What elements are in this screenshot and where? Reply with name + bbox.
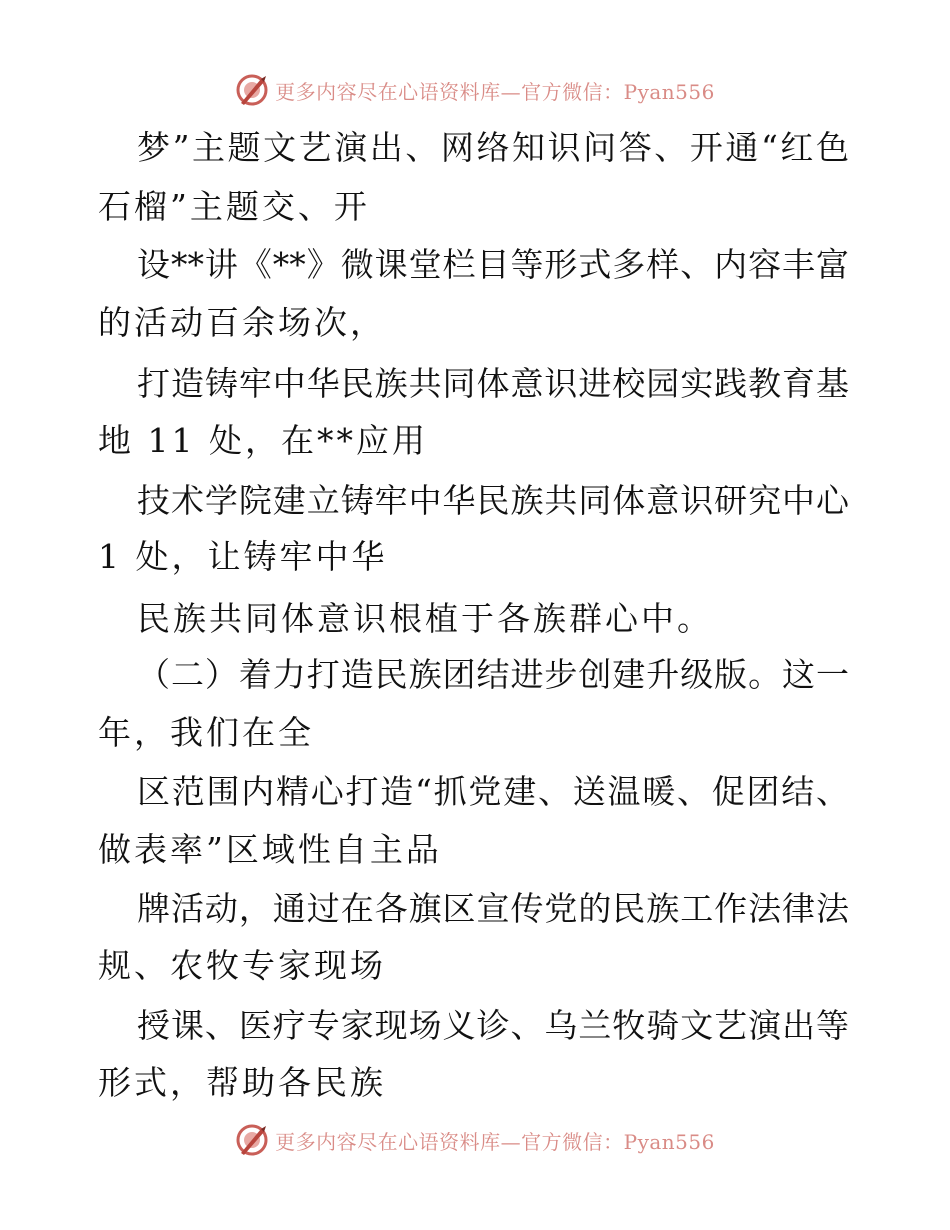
body-line: 规、农牧专家现场 [98, 946, 386, 985]
body-line: 形式，帮助各民族 [98, 1063, 386, 1102]
body-line: 年，我们在全 [98, 713, 314, 752]
body-line: 设**讲《**》微课堂栏目等形式多样、内容丰富 [137, 245, 849, 284]
body-line: 技术学院建立铸牢中华民族共同体意识研究中心 [137, 481, 849, 520]
footer-watermark [0, 1120, 950, 1160]
body-line: 1 处，让铸牢中华 [98, 537, 388, 576]
body-line: 民族共同体意识根植于各族群心中。 [137, 599, 713, 638]
body-line: 梦”主题文艺演出、网络知识问答、开通“红色 [137, 128, 849, 167]
body-line: 的活动百余场次， [98, 303, 386, 342]
quill-pen-seal-icon [235, 1123, 269, 1157]
body-line: 石榴”主题交、开 [98, 187, 370, 226]
body-line: 地 11 处，在**应用 [98, 421, 428, 460]
body-line: 打造铸牢中华民族共同体意识进校园实践教育基 [137, 364, 849, 403]
watermark-text: 更多内容尽在心语资料库—官方微信：Pyan556 [275, 1129, 715, 1154]
body-line: 区范围内精心打造“抓党建、送温暖、促团结、 [137, 772, 849, 811]
body-line: 牌活动，通过在各旗区宣传党的民族工作法律法 [137, 889, 849, 928]
body-line: 授课、医疗专家现场义诊、乌兰牧骑文艺演出等 [137, 1006, 849, 1045]
body-line: 做表率”区域性自主品 [98, 830, 442, 869]
watermark-text: 更多内容尽在心语资料库—官方微信：Pyan556 [275, 79, 715, 104]
body-line: （二）着力打造民族团结进步创建升级版。这一 [137, 655, 849, 694]
